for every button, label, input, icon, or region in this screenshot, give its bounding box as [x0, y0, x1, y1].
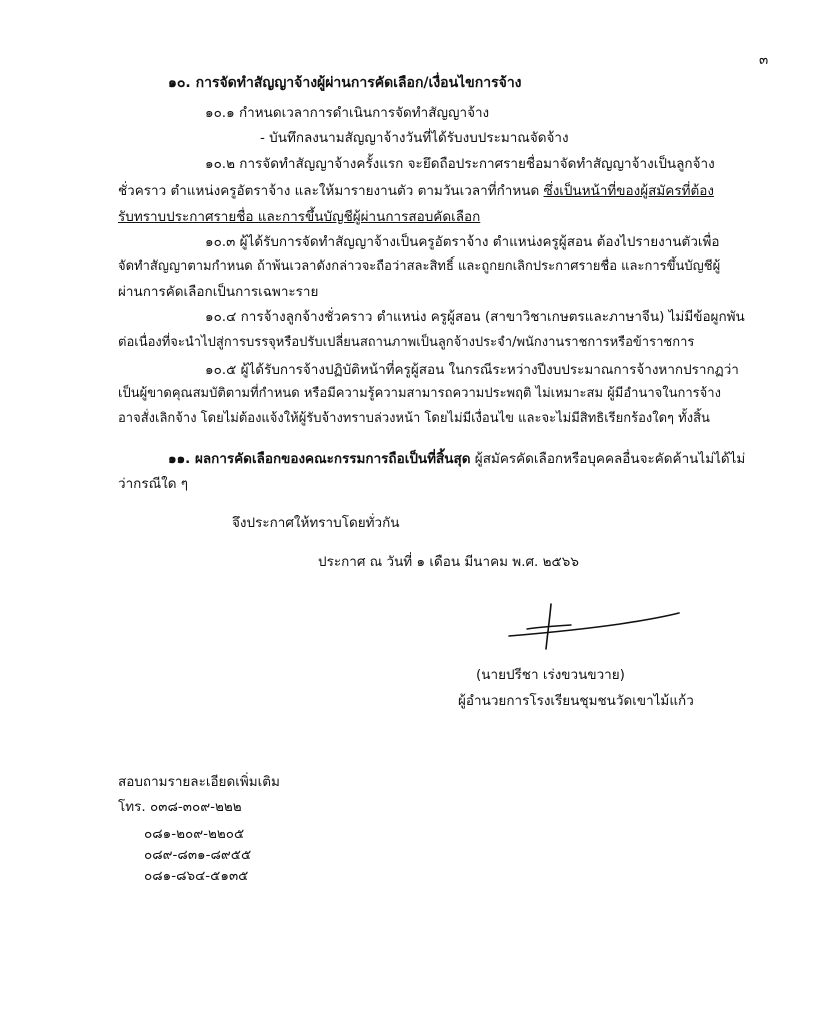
section-10-heading: ๑๐. การจัดทำสัญญาจ้างผู้ผ่านการคัดเลือก/เงื่อนไขการจ้าง	[168, 75, 522, 91]
section-10-2-underlined-a: ซึ่งเป็นหน้าที่ของผู้สมัครที่ต้อง	[543, 183, 714, 199]
contact-tel-line	[118, 795, 242, 817]
section-10-3-line2: จัดทำสัญญาตามกำหนด ถ้าพ้นเวลาดังกล่าวจะถือว่าสละสิทธิ์ และถูกยกเลิกประกาศรายชื่อ และการขึ้นบัญชีผู้	[118, 259, 721, 274]
signer-name: (นายปรีชา เร่งขวนขวาย)	[476, 667, 625, 683]
phone-number: ๐๓๘-๓๐๙-๒๒๒	[149, 799, 242, 815]
section-10-3-line3: ผ่านการคัดเลือกเป็นการเฉพาะราย	[118, 284, 319, 300]
section-10-3-line1: ๑๐.๓ ผู้ได้รับการจัดทำสัญญาจ้างเป็นครูอัตราจ้าง ตำแหน่งครูผู้สอน ต้องไปรายงานตัวเพื่อ	[205, 234, 720, 250]
section-11-heading: ๑๑. ผลการคัดเลือกของคณะกรรมการถือเป็นที่สิ้นสุด	[168, 451, 471, 467]
section-10-2-line1: ๑๐.๒ การจัดทำสัญญาจ้างครั้งแรก จะยึดถือประกาศรายชื่อมาจัดทำสัญญาจ้างเป็นลูกจ้าง	[205, 156, 715, 172]
section-11-line2: ว่ากรณีใด ๆ	[118, 476, 189, 492]
page-number: ๓	[759, 52, 769, 68]
section-10-1: ๑๐.๑ กำหนดเวลาการดำเนินการจัดทำสัญญาจ้าง	[205, 105, 490, 121]
section-10-2-line2	[118, 179, 714, 201]
section-11-text: ผู้สมัครคัดเลือกหรือบุคคลอื่นจะคัดค้านไม่ได้ไม่	[470, 451, 746, 467]
section-10-1-sub: - บันทึกลงนามสัญญาจ้างวันที่ได้รับงบประมาณจัดจ้าง	[260, 130, 569, 146]
announce-text: จึงประกาศให้ทราบโดยทั่วกัน	[232, 515, 400, 531]
contact-title: สอบถามรายละเอียดเพิ่มเติม	[118, 774, 280, 790]
phone-number: ๐๘๑-๒๐๙-๒๒๐๕	[144, 826, 245, 842]
section-11-line1	[168, 447, 745, 469]
section-10-2-line3: รับทราบประกาศรายชื่อ และการขึ้นบัญชีผู้ผ่านการสอบคัดเลือก	[118, 209, 481, 225]
tel-label: โทร.	[118, 799, 150, 815]
announce-date: ประกาศ ณ วันที่ ๑ เดือน มีนาคม พ.ศ. ๒๕๖๖	[318, 554, 579, 570]
section-10-4-line1: ๑๐.๔ การจ้างลูกจ้างชั่วคราว ตำแหน่ง ครูผู้สอน (สาขาวิชาเกษตรและภาษาจีน) ไม่มีข้อผูกพัน	[205, 309, 745, 325]
phone-number: ๐๘๙-๘๓๑-๘๙๕๕	[144, 847, 252, 863]
section-10-2-line2-text: ชั่วคราว ตำแหน่งครูอัตราจ้าง และให้มารายงานตัว ตามวันเวลาที่กำหนด	[118, 183, 544, 199]
section-10-4-line2: ต่อเนื่องที่จะนำไปสู่การบรรจุหรือปรับเปลี่ยนสถานภาพเป็นลูกจ้างประจำ/พนักงานราชการหรือข้าราชการ	[118, 335, 695, 350]
section-10-5-line1: ๑๐.๕ ผู้ได้รับการจ้างปฏิบัติหน้าที่ครูผู้สอน ในกรณีระหว่างปีงบประมาณการจ้างหากปรากฏว่า	[205, 362, 739, 378]
section-10-5-line3: อาจสั่งเลิกจ้าง โดยไม่ต้องแจ้งให้ผู้รับจ้างทราบล่วงหน้า โดยไม่มีเงื่อนไข และจะไม่มีสิทธิเรียกร้องใดๆ ทั้งสิ้น	[118, 411, 710, 426]
signer-position: ผู้อำนวยการโรงเรียนชุมชนวัดเขาไม้แก้ว	[458, 693, 694, 709]
section-10-5-line2: เป็นผู้ขาดคุณสมบัติตามที่กำหนด หรือมีความรู้ความสามารถความประพฤติ ไม่เหมาะสม ผู้มีอำนาจในการจ้าง	[118, 386, 721, 401]
phone-number: ๐๘๑-๘๖๔-๕๑๓๕	[144, 868, 249, 884]
signature-image	[505, 600, 685, 655]
